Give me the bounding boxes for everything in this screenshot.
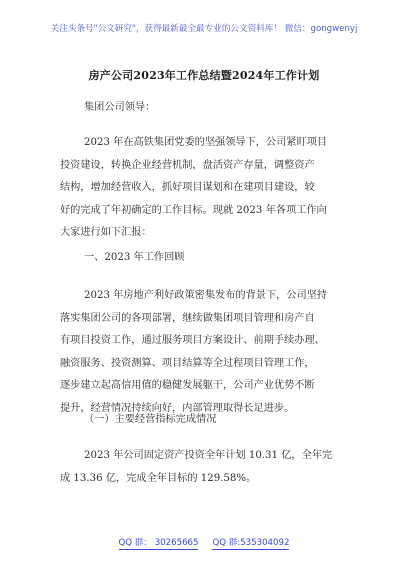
paragraph-indicators [60,445,332,490]
paragraph-line: 成 13.36 亿，完成全年目标的 129.58%。 [60,472,257,484]
paragraph-line: 逐步建立起高信用值的稳健发展躯干，公司产业优势不断 [60,380,315,392]
subsection-heading: （一）主要经营指标完成情况 [84,414,217,425]
paragraph-line: 提升，经营情况持续向好，内部管理取得长足进步。 [60,402,295,414]
qq-group-link-2[interactable]: QQ 群:535304092 [212,538,290,548]
paragraph-line: 落实集团公司的各项部署，继续做集团项目管理和房产自 [60,312,315,324]
paragraph-line: 2023 年公司固定资产投资全年计划 10.31 亿，全年完 [84,450,333,461]
paragraph-line: 结构，增加经营收入，抓好项目谋划和在建项目建设，较 [60,182,315,194]
paragraph-line: 2023 年房地产利好政策密集发布的背景下，公司坚持 [84,290,328,301]
paragraph-line: 大家进行如下汇报： [60,227,152,239]
header-banner: 关注头条号"公文研究"，获得最新最全最专业的公文资料库！ 微信：gongwenyj [50,24,358,34]
section-heading: 一、2023 年工作回顾 [84,252,185,263]
paragraph-review [60,285,327,421]
paragraph-line: 投资建设，转换企业经营机制，盘活资产存量，调整资产 [60,159,315,171]
salutation: 集团公司领导： [84,102,156,113]
paragraph-line: 有项目投资工作，通过服务项目方案设计、前期手续办理、 [60,335,325,347]
paragraph-line: 融资服务、投资测算、项目结算等全过程项目管理工作， [60,357,315,369]
document-title: 房产公司2023年工作总结暨2024年工作计划 [88,69,320,82]
paragraph-line: 2023 年在高铁集团党委的坚强领导下，公司紧盯项目 [84,137,328,148]
qq-group-link-1[interactable]: QQ 群： 30265665 [118,538,199,548]
paragraph-intro [60,132,327,245]
footer [0,536,408,550]
paragraph-line: 好的完成了年初确定的工作目标。现就 2023 年各项工作向 [60,204,327,216]
